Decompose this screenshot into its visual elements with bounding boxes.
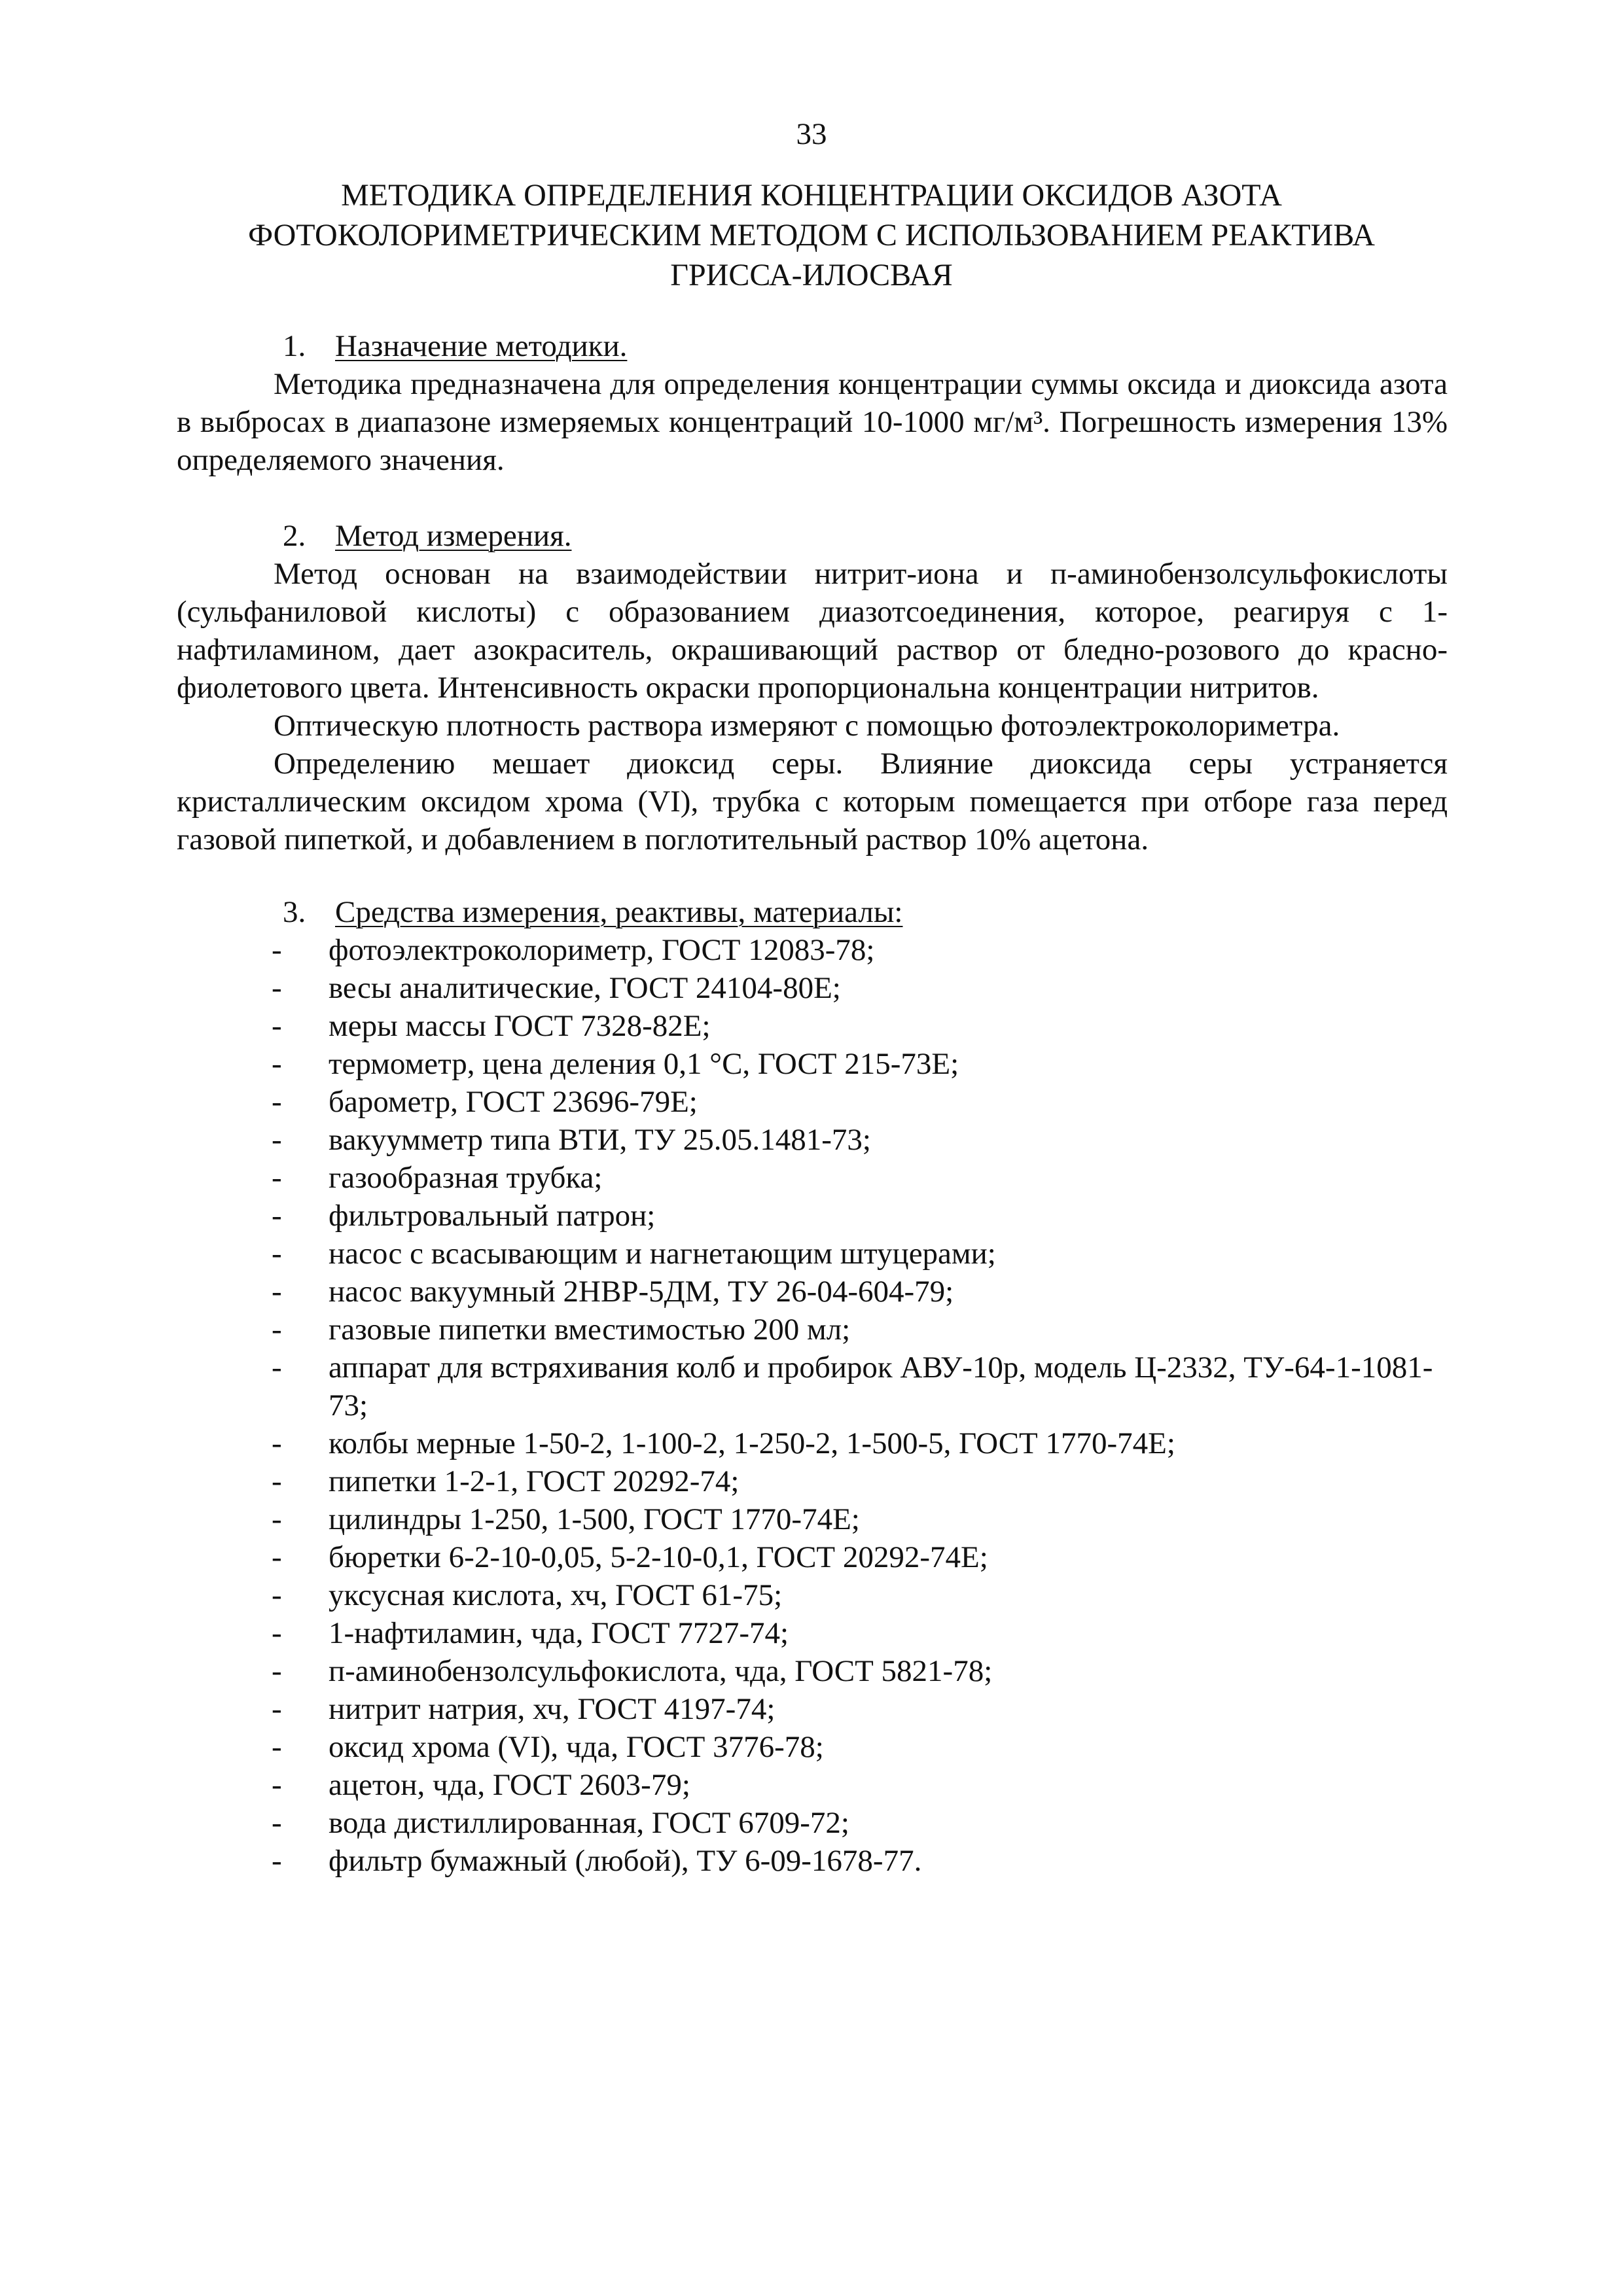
list-item-text: газовые пипетки вместимостью 200 мл; xyxy=(329,1313,851,1347)
list-item xyxy=(177,1538,1448,1576)
section-heading-text: Метод измерения. xyxy=(335,519,572,553)
list-item-text: аппарат для встряхивания колб и пробирок АВУ-10р, модель Ц-2332, ТУ-64-1-1081-73; xyxy=(329,1351,1433,1422)
section-number: 3. xyxy=(283,895,306,929)
list-item-text: газообразная трубка; xyxy=(329,1161,603,1195)
list-item xyxy=(177,1804,1448,1842)
list-item-text: насос вакуумный 2НВР-5ДМ, ТУ 26-04-604-79; xyxy=(329,1275,954,1309)
bullet-dash: - xyxy=(272,1578,282,1612)
bullet-dash: - xyxy=(272,1540,282,1574)
section-number: 1. xyxy=(283,329,306,363)
list-item xyxy=(177,1462,1448,1500)
list-item xyxy=(177,1007,1448,1045)
list-item xyxy=(177,1197,1448,1235)
list-item-text: цилиндры 1-250, 1-500, ГОСТ 1770-74Е; xyxy=(329,1502,860,1536)
list-item-text: колбы мерные 1-50-2, 1-100-2, 1-250-2, 1-500-5, ГОСТ 1770-74Е; xyxy=(329,1426,1175,1460)
list-item xyxy=(177,1235,1448,1273)
section-materials xyxy=(177,893,1448,1880)
list-item xyxy=(177,1424,1448,1462)
list-item xyxy=(177,1576,1448,1614)
section-number: 2. xyxy=(283,519,306,553)
list-item xyxy=(177,969,1448,1007)
bullet-dash: - xyxy=(272,1692,282,1726)
list-item xyxy=(177,1652,1448,1690)
list-item-text: фильтровальный патрон; xyxy=(329,1199,656,1233)
section-heading xyxy=(177,517,1448,555)
bullet-dash: - xyxy=(272,1844,282,1878)
list-item-text: вакуумметр типа ВТИ, ТУ 25.05.1481-73; xyxy=(329,1123,871,1157)
list-item-text: пипетки 1-2-1, ГОСТ 20292-74; xyxy=(329,1464,740,1498)
list-item xyxy=(177,1121,1448,1159)
list-item xyxy=(177,1045,1448,1083)
document-title xyxy=(196,175,1427,295)
bullet-dash: - xyxy=(272,1730,282,1764)
list-item-text: бюретки 6-2-10-0,05, 5-2-10-0,1, ГОСТ 20292-74Е; xyxy=(329,1540,988,1574)
bullet-dash: - xyxy=(272,1654,282,1688)
list-item xyxy=(177,1311,1448,1349)
list-item-text: нитрит натрия, хч, ГОСТ 4197-74; xyxy=(329,1692,776,1726)
list-item xyxy=(177,1349,1448,1424)
list-item xyxy=(177,1159,1448,1197)
list-item xyxy=(177,1842,1448,1880)
title-line-3: ГРИССА-ИЛОСВАЯ xyxy=(670,258,953,292)
list-item-text: вода дистиллированная, ГОСТ 6709-72; xyxy=(329,1806,849,1840)
bullet-dash: - xyxy=(272,1768,282,1802)
section-purpose xyxy=(177,327,1448,479)
list-item-text: ацетон, чда, ГОСТ 2603-79; xyxy=(329,1768,690,1802)
list-item-text: оксид хрома (VI), чда, ГОСТ 3776-78; xyxy=(329,1730,824,1764)
list-item xyxy=(177,1083,1448,1121)
bullet-dash: - xyxy=(272,1426,282,1460)
title-line-1: МЕТОДИКА ОПРЕДЕЛЕНИЯ КОНЦЕНТРАЦИИ ОКСИДОВ АЗОТА xyxy=(341,178,1282,213)
list-item xyxy=(177,1273,1448,1311)
bullet-dash: - xyxy=(272,1806,282,1840)
bullet-dash: - xyxy=(272,1464,282,1498)
paragraph: Методика предназначена для определения концентрации суммы оксида и диоксида азота в выбросах в диапазоне измеряемых концентраций 10-1000 мг/м³. Погрешность измерения 13% определяемого значения. xyxy=(177,367,1448,477)
list-item-text: уксусная кислота, хч, ГОСТ 61-75; xyxy=(329,1578,783,1612)
list-item-text: термометр, цена деления 0,1 °С, ГОСТ 215-73Е; xyxy=(329,1047,959,1081)
list-item xyxy=(177,931,1448,969)
list-item-text: фотоэлектроколориметр, ГОСТ 12083-78; xyxy=(329,933,875,967)
list-item-text: 1-нафтиламин, чда, ГОСТ 7727-74; xyxy=(329,1616,789,1650)
bullet-dash: - xyxy=(272,933,282,967)
bullet-dash: - xyxy=(272,971,282,1005)
list-item-text: меры массы ГОСТ 7328-82Е; xyxy=(329,1009,711,1043)
paragraph: Метод основан на взаимодействии нитрит-иона и п-аминобензолсульфокислоты (сульфаниловой кислоты) с образованием диазотсоединения, которое, реагируя с 1-нафтиламином, дает азокраситель, окрашивающий раствор от бледно-розового до красно-фиолетового цвета. Интенсивность окраски пропорциональна концентрации нитритов. xyxy=(177,557,1448,705)
bullet-dash: - xyxy=(272,1199,282,1233)
paragraph: Определению мешает диоксид серы. Влияние диоксида серы устраняется кристаллическим оксидом хрома (VI), трубка с которым помещается при отборе газа перед газовой пипеткой, и добавлением в поглотительный раствор 10% ацетона. xyxy=(177,747,1448,857)
section-method xyxy=(177,517,1448,858)
list-item-text: насос с всасывающим и нагнетающим штуцерами; xyxy=(329,1237,996,1271)
list-item xyxy=(177,1614,1448,1652)
bullet-dash: - xyxy=(272,1161,282,1195)
title-line-2: ФОТОКОЛОРИМЕТРИЧЕСКИМ МЕТОДОМ С ИСПОЛЬЗОВАНИЕМ РЕАКТИВА xyxy=(248,218,1375,253)
bullet-dash: - xyxy=(272,1275,282,1309)
list-item xyxy=(177,1728,1448,1766)
materials-list xyxy=(177,931,1448,1880)
paragraph: Оптическую плотность раствора измеряют с помощью фотоэлектроколориметра. xyxy=(274,709,1340,743)
list-item-text: фильтр бумажный (любой), ТУ 6-09-1678-77. xyxy=(329,1844,922,1878)
section-heading xyxy=(177,893,1448,931)
bullet-dash: - xyxy=(272,1351,282,1385)
bullet-dash: - xyxy=(272,1047,282,1081)
list-item-text: барометр, ГОСТ 23696-79Е; xyxy=(329,1085,698,1119)
section-heading-text: Назначение методики. xyxy=(335,329,628,363)
bullet-dash: - xyxy=(272,1085,282,1119)
section-heading-text: Средства измерения, реактивы, материалы: xyxy=(335,895,903,929)
list-item-text: п-аминобензолсульфокислота, чда, ГОСТ 5821-78; xyxy=(329,1654,993,1688)
bullet-dash: - xyxy=(272,1123,282,1157)
list-item-text: весы аналитические, ГОСТ 24104-80Е; xyxy=(329,971,841,1005)
bullet-dash: - xyxy=(272,1616,282,1650)
bullet-dash: - xyxy=(272,1313,282,1347)
page-number: 33 xyxy=(796,117,827,151)
list-item xyxy=(177,1500,1448,1538)
section-heading xyxy=(177,327,1448,365)
bullet-dash: - xyxy=(272,1237,282,1271)
list-item xyxy=(177,1690,1448,1728)
list-item xyxy=(177,1766,1448,1804)
bullet-dash: - xyxy=(272,1502,282,1536)
bullet-dash: - xyxy=(272,1009,282,1043)
